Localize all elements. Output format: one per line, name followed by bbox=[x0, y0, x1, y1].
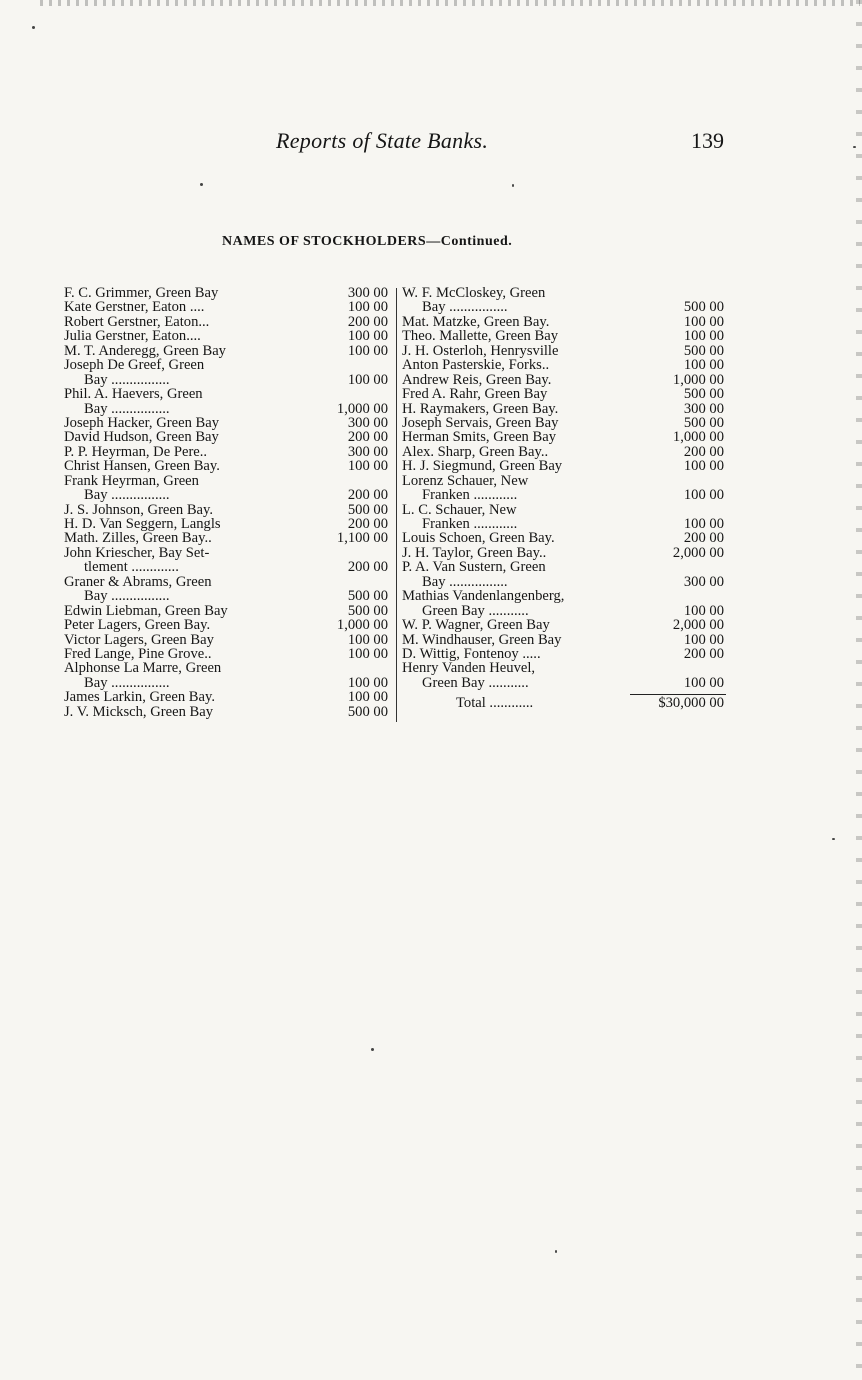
stockholder-name: Julia Gerstner, Eaton.... bbox=[64, 328, 201, 345]
total-label: Total ............ bbox=[456, 695, 534, 712]
stockholder-row bbox=[64, 618, 392, 632]
stockholder-name: P. P. Heyrman, De Pere.. bbox=[64, 443, 208, 460]
stockholder-amount: 100 00 bbox=[683, 458, 724, 475]
stockholder-amount: 200 00 bbox=[347, 487, 388, 504]
stockholder-amount: 200 00 bbox=[347, 313, 388, 330]
stockholder-name: Kate Gerstner, Eaton .... bbox=[64, 299, 205, 316]
stockholder-name: Mathias Vandenlangenberg, bbox=[402, 588, 565, 605]
stockholders-right-column bbox=[402, 286, 728, 711]
stockholder-amount: 100 00 bbox=[683, 602, 724, 619]
stockholder-row bbox=[402, 517, 728, 531]
stockholder-row bbox=[64, 604, 392, 618]
stockholder-row bbox=[64, 690, 392, 704]
stockholder-name: J. H. Osterloh, Henrysville bbox=[402, 342, 559, 359]
stockholder-row bbox=[402, 344, 728, 358]
stockholder-amount: 200 00 bbox=[347, 429, 388, 446]
stockholder-row bbox=[402, 661, 728, 675]
stockholder-row bbox=[64, 560, 392, 574]
stockholder-name: Peter Lagers, Green Bay. bbox=[64, 617, 211, 634]
stockholder-row bbox=[402, 604, 728, 618]
stockholder-row bbox=[64, 300, 392, 314]
stockholder-row bbox=[64, 416, 392, 430]
stockholder-amount: 200 00 bbox=[683, 443, 724, 460]
stockholder-row bbox=[402, 589, 728, 603]
stockholder-name: tlement ............. bbox=[84, 559, 179, 576]
stockholder-amount: 100 00 bbox=[683, 487, 724, 504]
stockholder-name: Franken ............ bbox=[422, 487, 518, 504]
stockholder-row bbox=[64, 575, 392, 589]
stockholder-name: Fred A. Rahr, Green Bay bbox=[402, 386, 548, 403]
stockholder-name: M. T. Anderegg, Green Bay bbox=[64, 342, 226, 359]
stockholder-name: W. P. Wagner, Green Bay bbox=[402, 617, 550, 634]
stockholder-name: H. Raymakers, Green Bay. bbox=[402, 400, 559, 417]
stockholder-name: Henry Vanden Heuvel, bbox=[402, 660, 536, 677]
stockholder-amount: 500 00 bbox=[347, 703, 388, 720]
stockholder-name: H. D. Van Seggern, Langls bbox=[64, 516, 221, 532]
stockholder-amount: 1,000 00 bbox=[336, 617, 388, 634]
stockholder-name: M. Windhauser, Green Bay bbox=[402, 631, 562, 648]
stockholder-name: L. C. Schauer, New bbox=[402, 501, 517, 518]
running-title: Reports of State Banks. bbox=[276, 128, 489, 153]
stockholder-name: Andrew Reis, Green Bay. bbox=[402, 371, 552, 388]
stockholder-amount: 100 00 bbox=[347, 645, 388, 662]
stockholder-name: P. A. Van Sustern, Green bbox=[402, 559, 546, 576]
stockholder-amount: 300 00 bbox=[683, 400, 724, 417]
stockholder-amount: 100 00 bbox=[683, 328, 724, 345]
stockholder-name: F. C. Grimmer, Green Bay bbox=[64, 285, 219, 301]
stockholder-amount: 500 00 bbox=[347, 602, 388, 619]
stockholder-amount: 500 00 bbox=[683, 342, 724, 359]
stockholder-name: Phil. A. Haevers, Green bbox=[64, 386, 203, 403]
stockholder-name: David Hudson, Green Bay bbox=[64, 429, 219, 446]
stockholder-amount: 100 00 bbox=[347, 328, 388, 345]
stockholder-name: Bay ................ bbox=[84, 371, 170, 388]
stockholder-amount: 100 00 bbox=[683, 631, 724, 648]
stockholder-row bbox=[402, 315, 728, 329]
stockholder-row bbox=[402, 459, 728, 473]
stockholder-row bbox=[64, 705, 392, 719]
stockholder-name: Bay ................ bbox=[84, 400, 170, 417]
stockholder-name: H. J. Siegmund, Green Bay bbox=[402, 458, 563, 475]
stockholder-amount: 1,000 00 bbox=[672, 429, 724, 446]
stockholder-name: Joseph De Greef, Green bbox=[64, 357, 205, 374]
stockholder-row bbox=[402, 503, 728, 517]
stockholder-amount: 500 00 bbox=[683, 299, 724, 316]
stockholder-amount: 100 00 bbox=[347, 689, 388, 706]
stockholder-name: Bay ................ bbox=[84, 588, 170, 605]
stockholder-name: Theo. Mallette, Green Bay bbox=[402, 328, 559, 345]
stockholder-amount: 100 00 bbox=[347, 631, 388, 648]
stockholder-amount: 300 00 bbox=[347, 443, 388, 460]
stockholder-row bbox=[402, 416, 728, 430]
stockholder-amount: 100 00 bbox=[347, 299, 388, 316]
total-row bbox=[402, 696, 728, 710]
stockholder-name: Graner & Abrams, Green bbox=[64, 573, 212, 590]
stockholder-row bbox=[402, 474, 728, 488]
stockholder-amount: 2,000 00 bbox=[672, 544, 724, 561]
stockholder-row bbox=[402, 358, 728, 372]
stockholder-row bbox=[64, 503, 392, 517]
stockholder-name: J. S. Johnson, Green Bay. bbox=[64, 501, 214, 518]
stockholder-row bbox=[402, 430, 728, 444]
stockholder-name: Fred Lange, Pine Grove.. bbox=[64, 645, 212, 662]
stockholder-name: James Larkin, Green Bay. bbox=[64, 689, 216, 706]
stockholder-row bbox=[64, 531, 392, 545]
stockholder-row bbox=[64, 358, 392, 372]
page-top-edge bbox=[40, 0, 860, 6]
stockholder-name: John Kriescher, Bay Set- bbox=[64, 544, 210, 561]
stockholder-name: Christ Hansen, Green Bay. bbox=[64, 458, 220, 475]
stockholder-name: Bay ................ bbox=[84, 674, 170, 691]
page-right-edge bbox=[856, 0, 862, 1380]
stockholder-row bbox=[64, 488, 392, 502]
stockholder-amount: 2,000 00 bbox=[672, 617, 724, 634]
stockholder-amount: 100 00 bbox=[683, 516, 724, 532]
stockholder-row bbox=[402, 531, 728, 545]
stockholder-name: Edwin Liebman, Green Bay bbox=[64, 602, 228, 619]
stockholder-name: D. Wittig, Fontenoy ..... bbox=[402, 645, 541, 662]
stockholder-row bbox=[64, 344, 392, 358]
stockholder-name: J. H. Taylor, Green Bay.. bbox=[402, 544, 547, 561]
stockholder-amount: 300 00 bbox=[347, 414, 388, 431]
stockholder-row bbox=[64, 546, 392, 560]
stockholder-amount: 100 00 bbox=[347, 458, 388, 475]
stockholder-row bbox=[402, 402, 728, 416]
stockholder-row bbox=[64, 402, 392, 416]
stockholder-row bbox=[64, 387, 392, 401]
stockholder-row bbox=[402, 546, 728, 560]
stockholder-row bbox=[64, 286, 392, 300]
stockholder-row bbox=[64, 633, 392, 647]
stockholder-name: Victor Lagers, Green Bay bbox=[64, 631, 214, 648]
stockholder-amount: 300 00 bbox=[683, 573, 724, 590]
stockholder-name: Joseph Hacker, Green Bay bbox=[64, 414, 220, 431]
stockholder-amount: 200 00 bbox=[683, 530, 724, 547]
stockholder-row bbox=[402, 387, 728, 401]
stockholder-amount: 500 00 bbox=[347, 588, 388, 605]
stockholder-row bbox=[64, 661, 392, 675]
stockholder-name: J. V. Micksch, Green Bay bbox=[64, 703, 214, 720]
stockholder-row bbox=[402, 633, 728, 647]
stockholder-name: Mat. Matzke, Green Bay. bbox=[402, 313, 550, 330]
stockholder-row bbox=[402, 300, 728, 314]
column-divider bbox=[396, 288, 397, 722]
stockholder-amount: 100 00 bbox=[347, 342, 388, 359]
stockholder-name: Joseph Servais, Green Bay bbox=[402, 414, 559, 431]
stockholder-row bbox=[402, 286, 728, 300]
stockholder-amount: 1,100 00 bbox=[336, 530, 388, 547]
stockholder-row bbox=[64, 315, 392, 329]
stockholder-row bbox=[64, 647, 392, 661]
stockholder-amount: 500 00 bbox=[683, 386, 724, 403]
stockholder-amount: 100 00 bbox=[347, 371, 388, 388]
stockholder-name: Green Bay ........... bbox=[422, 674, 529, 691]
stockholders-left-column bbox=[64, 286, 392, 719]
stockholder-row bbox=[64, 517, 392, 531]
stockholder-row bbox=[402, 445, 728, 459]
stockholder-amount: 200 00 bbox=[683, 645, 724, 662]
stockholder-row bbox=[402, 488, 728, 502]
stockholder-amount: 100 00 bbox=[347, 674, 388, 691]
stockholder-amount: 100 00 bbox=[683, 674, 724, 691]
stockholder-row bbox=[402, 618, 728, 632]
stockholder-amount: 500 00 bbox=[683, 414, 724, 431]
stockholder-name: Bay ................ bbox=[84, 487, 170, 504]
stockholder-name: Green Bay ........... bbox=[422, 602, 529, 619]
stockholder-amount: 200 00 bbox=[347, 559, 388, 576]
stockholder-name: Frank Heyrman, Green bbox=[64, 472, 199, 489]
stockholder-name: Alphonse La Marre, Green bbox=[64, 660, 222, 677]
stockholder-row bbox=[402, 647, 728, 661]
stockholder-row bbox=[402, 676, 728, 690]
stockholder-name: Alex. Sharp, Green Bay.. bbox=[402, 443, 549, 460]
page-number: 139 bbox=[691, 128, 724, 153]
total-amount: $30,000 00 bbox=[658, 695, 724, 712]
stockholder-amount: 1,000 00 bbox=[336, 400, 388, 417]
stockholder-row bbox=[64, 459, 392, 473]
stockholder-amount: 300 00 bbox=[347, 285, 388, 301]
stockholder-amount: 100 00 bbox=[683, 313, 724, 330]
stockholder-amount: 1,000 00 bbox=[672, 371, 724, 388]
stockholder-row bbox=[402, 560, 728, 574]
stockholder-name: Anton Pasterskie, Forks.. bbox=[402, 357, 550, 374]
stockholder-amount: 100 00 bbox=[683, 357, 724, 374]
stockholder-row bbox=[402, 575, 728, 589]
stockholder-amount: 500 00 bbox=[347, 501, 388, 518]
stockholder-row bbox=[402, 329, 728, 343]
stockholder-row bbox=[64, 474, 392, 488]
stockholder-row bbox=[64, 445, 392, 459]
stockholder-row bbox=[64, 329, 392, 343]
stockholder-name: Robert Gerstner, Eaton... bbox=[64, 313, 210, 330]
stockholder-row bbox=[64, 373, 392, 387]
stockholder-name: Bay ................ bbox=[422, 299, 508, 316]
stockholder-name: Herman Smits, Green Bay bbox=[402, 429, 557, 446]
stockholder-name: Franken ............ bbox=[422, 516, 518, 532]
page-header bbox=[0, 128, 862, 158]
stockholder-name: W. F. McCloskey, Green bbox=[402, 285, 546, 301]
stockholder-amount: 200 00 bbox=[347, 516, 388, 532]
stockholder-name: Lorenz Schauer, New bbox=[402, 472, 529, 489]
stockholder-name: Bay ................ bbox=[422, 573, 508, 590]
stockholder-row bbox=[402, 373, 728, 387]
stockholder-name: Louis Schoen, Green Bay. bbox=[402, 530, 555, 547]
stockholder-row bbox=[64, 589, 392, 603]
section-title: NAMES OF STOCKHOLDERS—Continued. bbox=[222, 234, 513, 249]
stockholder-name: Math. Zilles, Green Bay.. bbox=[64, 530, 212, 547]
stockholder-row bbox=[64, 676, 392, 690]
stockholder-row bbox=[64, 430, 392, 444]
